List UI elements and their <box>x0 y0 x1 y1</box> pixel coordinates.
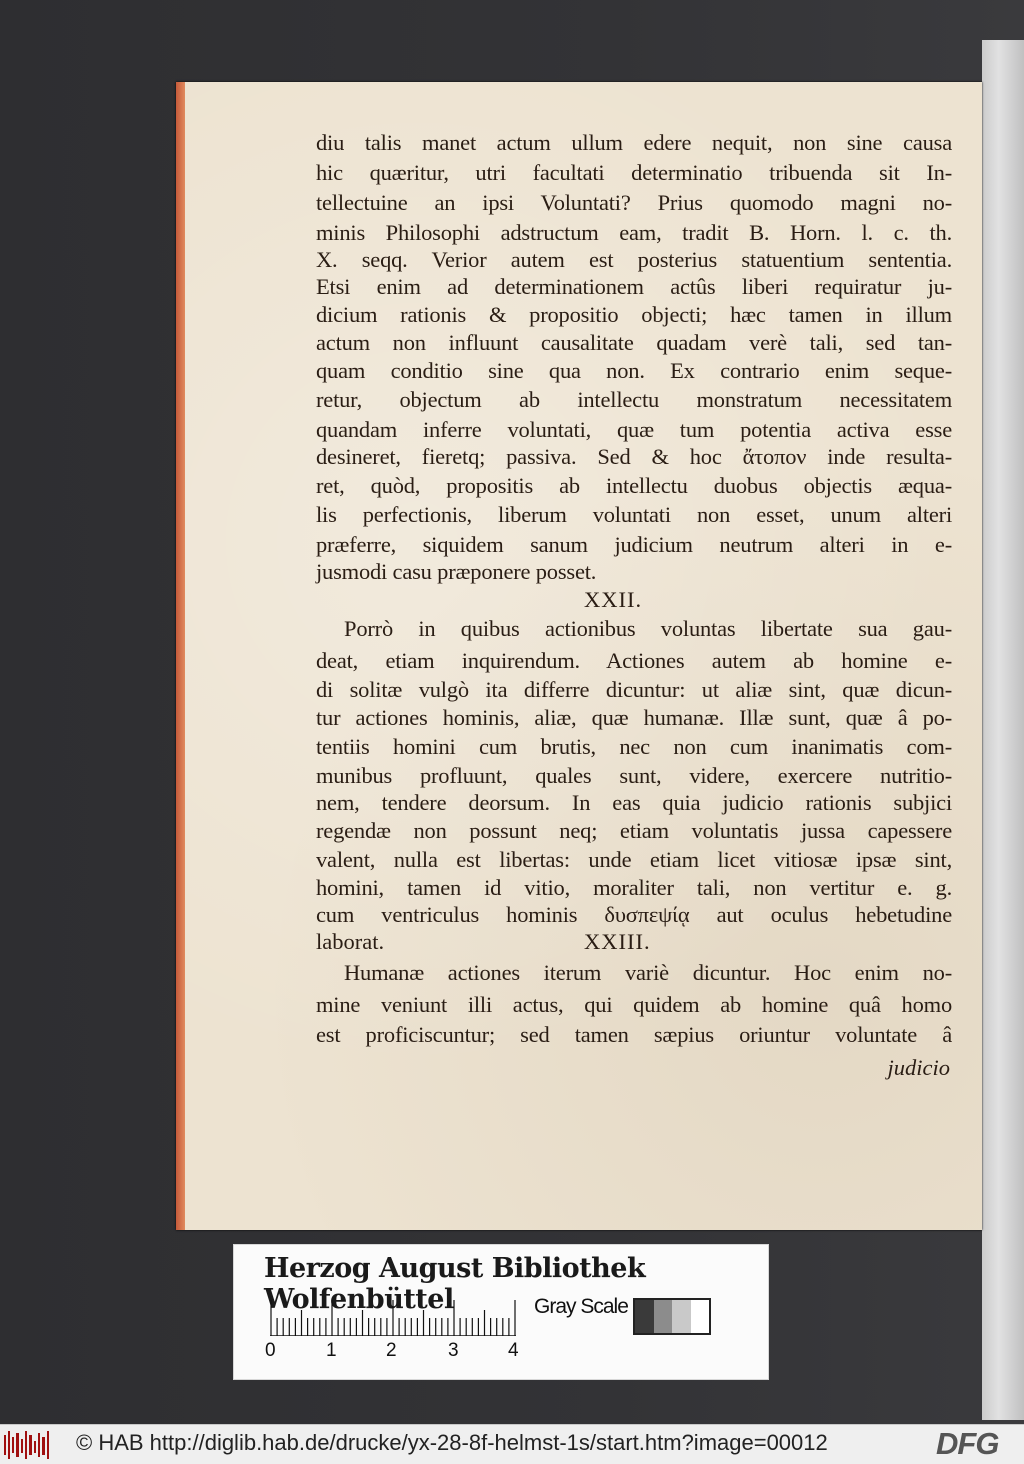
text-line: diu talis manet actum ullum edere nequit, non sine causa <box>316 130 952 155</box>
text-line: deat, etiam inquirendum. Actiones autem ab homine e- <box>316 648 952 673</box>
text-line: munibus profluunt, quales sunt, videre, exercere nutritio- <box>316 763 952 788</box>
library-name: Herzog August Bibliothek Wolfenbüttel <box>264 1253 646 1315</box>
viewer-footer <box>0 1424 1024 1464</box>
gray-swatch <box>635 1300 654 1333</box>
scale-number: 1 <box>326 1340 337 1361</box>
page-red-edge <box>176 82 185 1230</box>
text-line: Etsi enim ad determinationem actûs liberi requiratur ju- <box>316 274 952 299</box>
gray-swatch <box>691 1300 710 1333</box>
catchword: judicio <box>887 1055 950 1080</box>
scale-number: 4 <box>508 1340 519 1361</box>
text-line: Humanæ actiones iterum variè dicuntur. Hoc enim no- <box>344 960 952 985</box>
gray-scale-swatches <box>633 1298 711 1335</box>
text-line: di solitæ vulgò ita differre dicuntur: ut aliæ sint, quæ dicun- <box>316 677 952 702</box>
text-line: X. seqq. Verior autem est posterius statuentium sententia. <box>316 247 952 272</box>
text-line: est proficiscuntur; sed tamen sæpius oriuntur voluntate â <box>316 1022 952 1047</box>
text-line: actum non influunt causalitate quadam verè tali, sed tan- <box>316 330 952 355</box>
scanner-cover-edge <box>982 40 1024 1420</box>
text-line: quam conditio sine qua non. Ex contrario enim seque- <box>316 358 952 383</box>
text-line: desineret, fieretq; passiva. Sed & hoc ἄτοπον inde resulta- <box>316 444 952 469</box>
scale-number: 0 <box>265 1340 276 1361</box>
text-line: homini, tamen id vitio, moraliter tali, non vertitur e. g. <box>316 875 952 900</box>
text-line: minis Philosophi adstructum eam, tradit B. Horn. l. c. th. <box>316 220 952 245</box>
text-line: tur actiones hominis, aliæ, quæ humanæ. Illæ sunt, quæ â po- <box>316 705 952 730</box>
text-line: hic quæritur, utri facultati determinatio tribuenda sit In- <box>316 160 952 185</box>
text-line: tellectuine an ipsi Voluntati? Prius quomodo magni no- <box>316 190 952 215</box>
text-line: mine veniunt illi actus, qui quidem ab homine quâ homo <box>316 992 952 1017</box>
text-line: Porrò in quibus actionibus voluntas libertate sua gau- <box>344 616 952 641</box>
text-line: ret, quòd, propositis ab intellectu duobus objectis æqua- <box>316 473 952 498</box>
library-label-card <box>233 1244 769 1380</box>
gray-swatch <box>654 1300 673 1333</box>
dfg-logo: DFG <box>936 1426 999 1461</box>
text-line: præferre, siquidem sanum judicium neutrum alteri in e- <box>316 532 952 557</box>
text-line: lis perfectionis, liberum voluntati non esset, unum alteri <box>316 502 952 527</box>
text-line: jusmodi casu præponere posset. <box>316 559 597 584</box>
text-line: nem, tendere deorsum. In eas quia judicio rationis subjici <box>316 790 952 815</box>
section-heading-xxiii: XXIII. <box>584 929 651 954</box>
text-line: regendæ non possunt neq; etiam voluntatis jussa capessere <box>316 818 952 843</box>
scale-number: 2 <box>386 1340 397 1361</box>
text-line: cum ventriculus hominis δυσπεψίᾳ aut oculus hebetudine <box>316 902 952 927</box>
ruler-scale <box>270 1300 516 1336</box>
gray-scale-label: Gray Scale <box>534 1295 628 1318</box>
text-line: dicium rationis & propositio objecti; hæc tamen in illum <box>316 302 952 327</box>
scale-number: 3 <box>448 1340 459 1361</box>
section-heading-xxii: XXII. <box>584 587 643 612</box>
text-line: retur, objectum ab intellectu monstratum necessitatem <box>316 387 952 412</box>
text-line: laborat. <box>316 929 385 954</box>
text-line: valent, nulla est libertas: unde etiam licet vitiosæ ipsæ sint, <box>316 847 952 872</box>
gray-swatch <box>672 1300 691 1333</box>
copyright-url[interactable]: © HAB http://diglib.hab.de/drucke/yx-28-8f-helmst-1s/start.htm?image=00012 <box>76 1430 828 1455</box>
barcode-icon <box>4 1431 50 1459</box>
text-line: quandam inferre voluntati, quæ tum potentia activa esse <box>316 417 952 442</box>
text-line: tentiis homini cum brutis, nec non cum inanimatis com- <box>316 734 952 759</box>
